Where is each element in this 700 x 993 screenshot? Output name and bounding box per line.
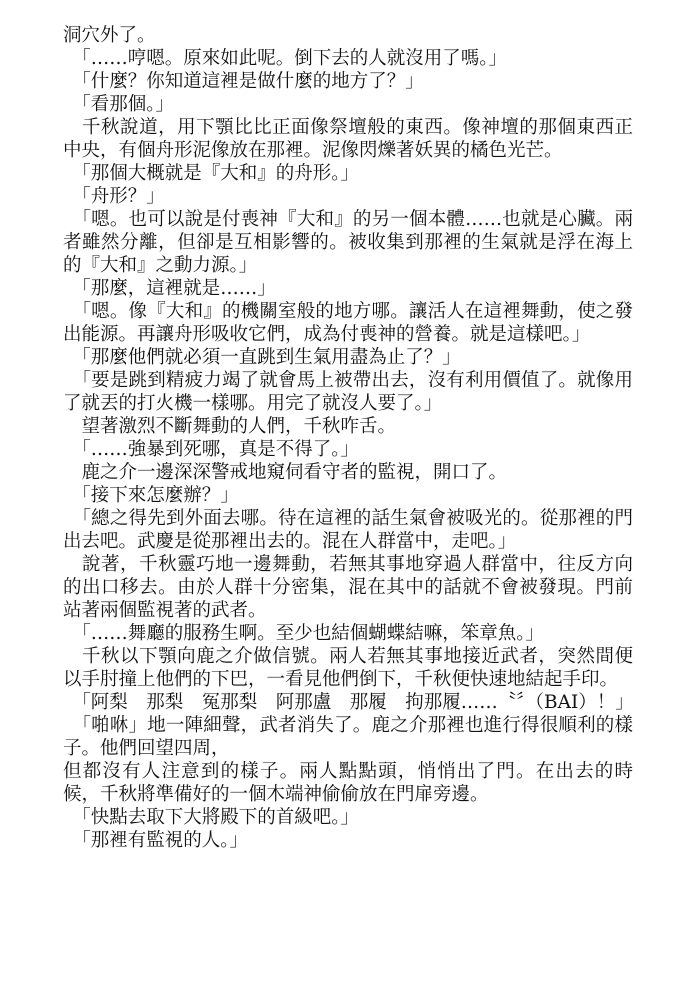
paragraph: 鹿之介一邊深深警戒地窺伺看守者的監視，開口了。 <box>63 462 508 483</box>
page-text <box>63 24 633 852</box>
paragraph: 說著，千秋靈巧地一邊舞動，若無其事地穿過人群當中，往反方向的出口移去。由於人群十分密集，混在其中的話就不會被發現。門前站著兩個監視著的武者。 <box>63 554 633 621</box>
paragraph: 但都沒有人注意到的樣子。兩人點點頭，悄悄出了門。在出去的時候，千秋將準備好的一個木端神偷偷放在門扉旁邊。 <box>63 761 633 805</box>
paragraph: 「那麼，這裡就是……」 <box>63 278 276 299</box>
paragraph: 「……舞廳的服務生啊。至少也結個蝴蝶結嘛，笨章魚。」 <box>63 623 545 644</box>
paragraph: 「阿梨 那梨 冤那梨 阿那盧 那履 拘那履……〝〞（BAI）！」 <box>63 692 634 713</box>
paragraph: 「快點去取下大將殿下的首級吧。」 <box>63 807 360 828</box>
paragraph: 「啪咻」地一陣細聲，武者消失了。鹿之介那裡也進行得很順利的樣子。他們回望四周， <box>63 715 633 759</box>
paragraph: 「看那個。」 <box>63 94 175 115</box>
paragraph: 「什麼？你知道這裡是做什麼的地方了？」 <box>63 71 424 92</box>
paragraph: 望著激烈不斷舞動的人們，千秋咋舌。 <box>63 416 397 437</box>
paragraph: 「接下來怎麼辦？」 <box>63 485 239 506</box>
paragraph: 「總之得先到外面去哪。待在這裡的話生氣會被吸光的。從那裡的門出去吧。武慶是從那裡出去的。混在人群當中，走吧。」 <box>63 508 633 552</box>
paragraph: 千秋說道，用下顎比比正面像祭壇般的東西。像神壇的那個東西正中央，有個舟形泥像放在那裡。泥像閃爍著妖異的橘色光芒。 <box>63 117 633 161</box>
paragraph: 「嗯。像『大和』的機關室般的地方哪。讓活人在這裡舞動，使之發出能源。再讓舟形吸收它們，成為付喪神的營養。就是這樣吧。」 <box>63 301 633 345</box>
paragraph: 「那裡有監視的人。」 <box>63 830 249 851</box>
paragraph: 「……哼嗯。原來如此呢。倒下去的人就沒用了嗎。」 <box>63 48 508 69</box>
paragraph: 洞穴外了。 <box>63 25 156 46</box>
paragraph: 「嗯。也可以說是付喪神『大和』的另一個本體……也就是心臟。兩者雖然分離，但卻是互相影響的。被收集到那裡的生氣就是浮在海上的『大和』之動力源。」 <box>63 209 633 276</box>
paragraph: 「那麼他們就必須一直跳到生氣用盡為止了？」 <box>63 347 461 368</box>
paragraph: 千秋以下顎向鹿之介做信號。兩人若無其事地接近武者，突然間便以手肘撞上他們的下巴，一看見他們倒下，千秋便快速地結起手印。 <box>63 646 633 690</box>
paragraph: 「舟形？」 <box>63 186 165 207</box>
paragraph: 「……強暴到死哪，真是不得了。」 <box>63 439 360 460</box>
paragraph: 「那個大概就是『大和』的舟形。」 <box>63 163 360 184</box>
paragraph: 「要是跳到精疲力竭了就會馬上被帶出去，沒有利用價值了。就像用了就丟的打火機一樣哪。用完了就沒人要了。」 <box>63 370 633 414</box>
